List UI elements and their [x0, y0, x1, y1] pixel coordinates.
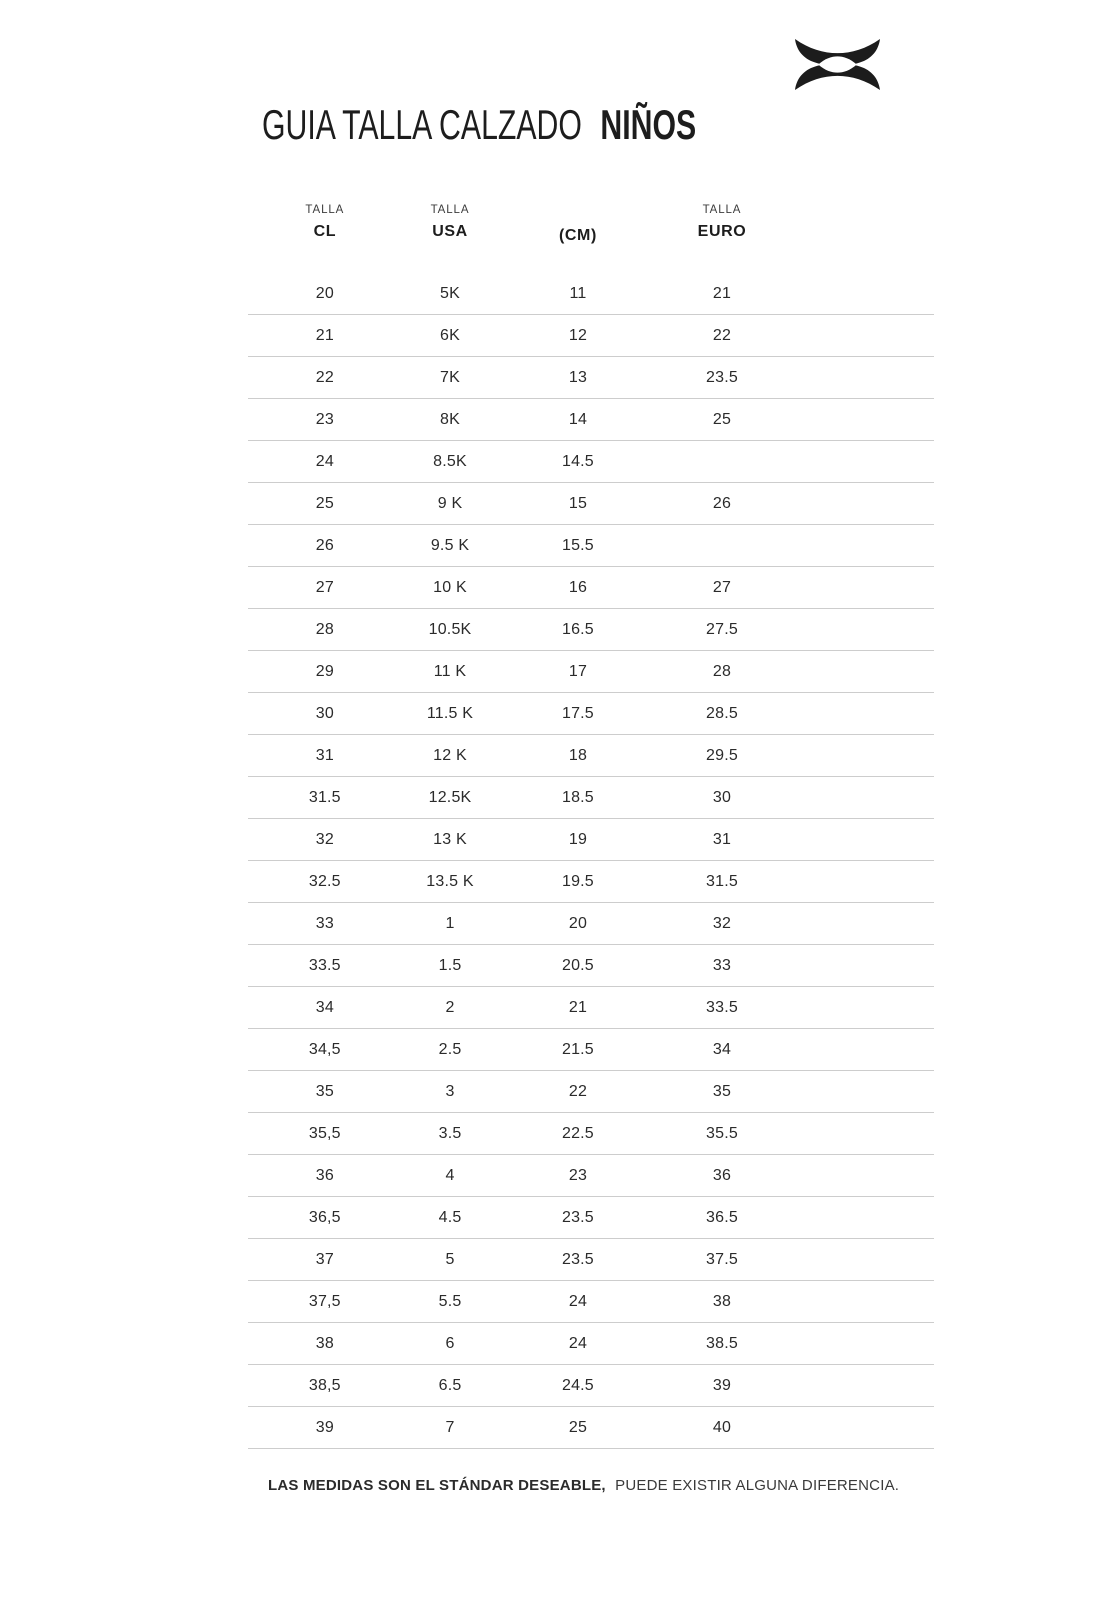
table-row — [248, 1365, 934, 1407]
table-row — [248, 1029, 934, 1071]
table-cell: 2 — [445, 998, 455, 1016]
table-cell: 15.5 — [561, 536, 594, 554]
table-cell: 35,5 — [308, 1124, 341, 1142]
table-row — [248, 819, 934, 861]
table-cell: 30 — [315, 704, 334, 722]
table-cell: 31.5 — [308, 788, 341, 806]
table-cell: 37,5 — [308, 1292, 341, 1310]
table-cell: 8.5K — [433, 452, 467, 470]
table-cell: 35.5 — [706, 1124, 738, 1142]
column-header — [498, 204, 657, 260]
table-cell: 14 — [568, 410, 588, 428]
table-cell: 23.5 — [706, 368, 738, 386]
table-cell: 8K — [440, 410, 460, 428]
table-cell: 39 — [315, 1418, 334, 1436]
table-cell: 20 — [568, 914, 588, 932]
table-cell: 27 — [712, 578, 732, 596]
table-row — [248, 567, 934, 609]
table-cell: 11 — [569, 284, 587, 302]
table-row — [248, 903, 934, 945]
column-header-sublabel: TALLA — [305, 204, 345, 216]
table-cell: 23.5 — [561, 1250, 594, 1268]
table-cell: 16.5 — [561, 620, 594, 638]
table-cell: 36.5 — [706, 1208, 738, 1226]
table-cell: 19.5 — [561, 872, 594, 890]
table-cell: 28 — [712, 662, 732, 680]
page-title-text: GUIA TALLA CALZADO — [262, 101, 582, 148]
table-cell: 24 — [315, 452, 334, 470]
table-cell: 7K — [440, 368, 460, 386]
table-cell: 13 — [568, 368, 588, 386]
table-cell: 4 — [445, 1166, 455, 1184]
table-cell: 39 — [712, 1376, 732, 1394]
table-cell: 9.5 K — [430, 536, 470, 554]
table-cell: 33 — [315, 914, 334, 932]
table-cell: 26 — [712, 494, 732, 512]
table-cell: 38 — [315, 1334, 334, 1352]
column-header — [658, 204, 787, 260]
table-row — [248, 1155, 934, 1197]
table-cell: 9 K — [437, 494, 463, 512]
table-cell: 16 — [568, 578, 588, 596]
table-cell: 36 — [315, 1166, 334, 1184]
table-cell: 25 — [568, 1418, 588, 1436]
table-cell: 28.5 — [706, 704, 738, 722]
table-cell: 31 — [315, 746, 334, 764]
table-cell: 3.5 — [438, 1124, 462, 1142]
table-cell: 33.5 — [308, 956, 341, 974]
column-header-label: EURO — [697, 223, 747, 240]
table-cell: 32 — [315, 830, 334, 848]
table-row — [248, 399, 934, 441]
table-cell: 17 — [568, 662, 588, 680]
table-cell: 29 — [315, 662, 334, 680]
table-cell: 24 — [568, 1292, 588, 1310]
table-cell: 22 — [315, 368, 334, 386]
table-cell: 31.5 — [706, 872, 738, 890]
table-cell: 18 — [568, 746, 588, 764]
table-cell: 10.5K — [428, 620, 472, 638]
table-cell: 23.5 — [561, 1208, 594, 1226]
table-cell: 38 — [712, 1292, 732, 1310]
table-cell: 38.5 — [706, 1334, 738, 1352]
size-table — [248, 200, 934, 1449]
table-cell: 13.5 K — [426, 872, 474, 890]
table-cell: 19 — [568, 830, 588, 848]
table-row — [248, 651, 934, 693]
table-cell: 14.5 — [561, 452, 594, 470]
column-header — [402, 204, 499, 260]
table-cell: 7 — [445, 1418, 455, 1436]
table-cell: 11 K — [433, 662, 467, 680]
table-cell: 34 — [712, 1040, 732, 1058]
table-cell: 25 — [712, 410, 732, 428]
table-cell: 23 — [568, 1166, 588, 1184]
table-body — [248, 273, 934, 1449]
table-row — [248, 987, 934, 1029]
table-cell: 5.5 — [438, 1292, 462, 1310]
table-cell: 27.5 — [706, 620, 738, 638]
table-cell: 12.5K — [428, 788, 472, 806]
table-cell: 34 — [315, 998, 334, 1016]
table-cell: 27 — [315, 578, 334, 596]
table-cell: 24 — [568, 1334, 588, 1352]
table-cell: 31 — [712, 830, 732, 848]
table-cell: 35 — [712, 1082, 732, 1100]
column-header-sublabel: TALLA — [702, 204, 742, 216]
table-cell: 33 — [712, 956, 732, 974]
table-cell: 10 K — [433, 578, 467, 596]
table-cell: 11.5 K — [426, 704, 474, 722]
table-cell: 20 — [315, 284, 334, 302]
table-cell: 22 — [712, 326, 732, 344]
table-cell: 33.5 — [706, 998, 738, 1016]
table-cell: 32.5 — [308, 872, 341, 890]
table-cell: 5K — [440, 284, 460, 302]
footer-note — [268, 1477, 899, 1494]
table-cell: 21 — [712, 284, 732, 302]
table-cell: 5 — [445, 1250, 455, 1268]
table-cell: 2.5 — [438, 1040, 462, 1058]
table-row — [248, 861, 934, 903]
footer-note-bold: LAS MEDIDAS SON EL STÁNDAR DESEABLE, — [268, 1477, 606, 1494]
table-cell: 21.5 — [561, 1040, 594, 1058]
table-cell: 12 K — [433, 746, 467, 764]
page-title-highlight: NIÑOS — [600, 101, 697, 148]
table-cell: 34,5 — [308, 1040, 341, 1058]
table-cell: 21 — [568, 998, 588, 1016]
table-cell: 18.5 — [561, 788, 594, 806]
table-cell: 36 — [712, 1166, 732, 1184]
table-row — [248, 357, 934, 399]
column-header — [248, 204, 402, 260]
table-row — [248, 777, 934, 819]
table-row — [248, 693, 934, 735]
table-cell: 35 — [315, 1082, 334, 1100]
table-row — [248, 609, 934, 651]
table-row — [248, 735, 934, 777]
table-cell: 22 — [568, 1082, 588, 1100]
table-cell: 26 — [315, 536, 334, 554]
table-cell: 32 — [712, 914, 732, 932]
table-cell: 38,5 — [308, 1376, 341, 1394]
table-cell: 37.5 — [706, 1250, 738, 1268]
table-row — [248, 441, 934, 483]
table-cell: 1.5 — [438, 956, 462, 974]
table-header — [248, 200, 934, 260]
table-row — [248, 1239, 934, 1281]
table-cell: 6 — [445, 1334, 455, 1352]
table-cell: 37 — [315, 1250, 334, 1268]
table-cell: 12 — [568, 326, 588, 344]
table-cell: 17.5 — [561, 704, 594, 722]
table-cell: 1 — [445, 914, 455, 932]
table-row — [248, 483, 934, 525]
table-cell: 25 — [315, 494, 334, 512]
table-row — [248, 1281, 934, 1323]
under-armour-logo-icon — [795, 38, 880, 91]
table-row — [248, 1197, 934, 1239]
table-cell: 36,5 — [308, 1208, 341, 1226]
table-cell: 6K — [440, 326, 460, 344]
table-row — [248, 945, 934, 987]
table-row — [248, 315, 934, 357]
page-title — [262, 101, 697, 148]
table-cell: 13 K — [433, 830, 467, 848]
table-cell: 6.5 — [438, 1376, 462, 1394]
table-cell: 40 — [712, 1418, 732, 1436]
table-row — [248, 1113, 934, 1155]
table-row — [248, 1323, 934, 1365]
table-cell: 29.5 — [706, 746, 738, 764]
table-cell: 15 — [568, 494, 588, 512]
column-header-sublabel: TALLA — [430, 204, 470, 216]
table-cell: 24.5 — [561, 1376, 594, 1394]
table-row — [248, 1071, 934, 1113]
footer-note-regular: PUEDE EXISTIR ALGUNA DIFERENCIA. — [615, 1477, 900, 1494]
table-cell: 30 — [712, 788, 732, 806]
table-cell: 22.5 — [561, 1124, 594, 1142]
table-cell: 3 — [445, 1082, 455, 1100]
table-row — [248, 525, 934, 567]
column-header-label: USA — [432, 223, 468, 240]
table-cell: 28 — [315, 620, 334, 638]
table-cell: 4.5 — [438, 1208, 462, 1226]
table-cell: 23 — [315, 410, 334, 428]
table-row — [248, 1407, 934, 1449]
column-header-label: CL — [313, 223, 337, 240]
table-cell: 20.5 — [561, 956, 594, 974]
column-header-label: (CM) — [558, 226, 597, 244]
table-row — [248, 273, 934, 315]
table-cell: 21 — [315, 326, 334, 344]
